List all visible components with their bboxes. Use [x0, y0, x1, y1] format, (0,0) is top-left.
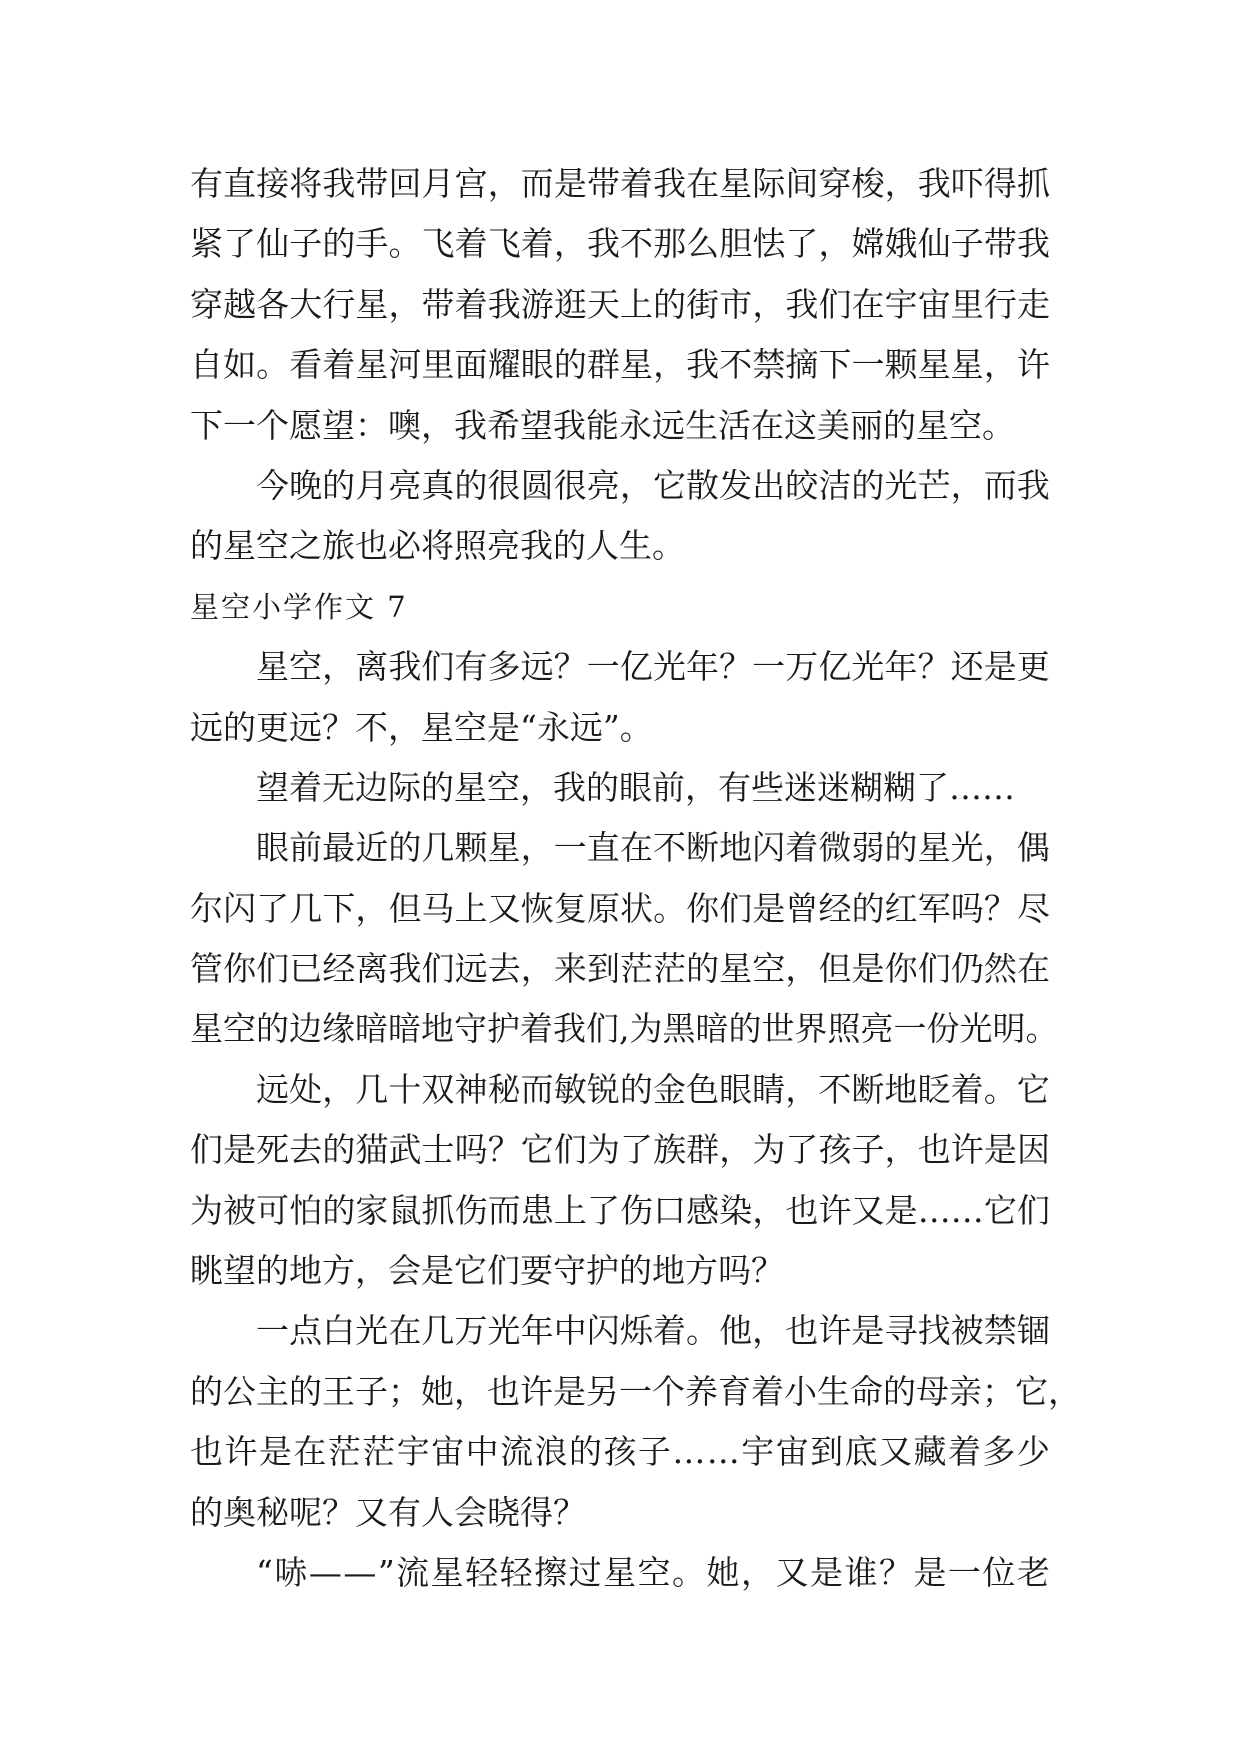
paragraph: [190, 637, 1050, 758]
text-line: 下一个愿望：噢，我希望我能永远生活在这美丽的星空。: [190, 405, 1015, 445]
text-line: 眺望的地方，会是它们要守护的地方吗？: [190, 1251, 784, 1291]
paragraph: [190, 1301, 1081, 1543]
text-line: 的 公 主 的 王 子 ； 她 ， 也 许 是 另 一 个 养 育 着 小 生 命 的 母 亲 ； 它 ，: [190, 1371, 1081, 1411]
paragraph: [190, 1543, 1050, 1603]
paragraph: [190, 818, 1059, 1060]
text-line: 眼 前 最 近 的 几 颗 星 ， 一 直 在 不 断 地 闪 着 微 弱 的 星 光 ， 偶: [256, 828, 1050, 868]
text-line: 望着无边际的星空，我的眼前，有些迷迷糊糊了……: [256, 767, 1015, 807]
text-line: 们 是 死 去 的 猫 武 士 吗 ？ 它 们 为 了 族 群 ， 为 了 孩 子 ， 也 许 是 因: [190, 1130, 1050, 1170]
text-line: 穿 越 各 大 行 星 ， 带 着 我 游 逛 天 上 的 街 市 ， 我 们 在 宇 宙 里 行 走: [190, 284, 1050, 324]
text-line: 尔 闪 了 几 下 ， 但 马 上 又 恢 复 原 状 。 你 们 是 曾 经 的 红 军 吗 ？ 尽: [190, 888, 1050, 928]
document-page: [190, 154, 1081, 1603]
text-line: 管 你 们 已 经 离 我 们 远 去 ， 来 到 茫 茫 的 星 空 ， 但 是 你 们 仍 然 在: [190, 949, 1050, 989]
section-heading: [190, 577, 1050, 637]
text-line: 远的更远？不，星空是“永远”。: [190, 707, 653, 747]
text-line: 星 空 的 边 缘 暗 暗 地 守 护 着 我 们 , 为 黑 暗 的 世 界 照 亮 一 份 光 明 。: [190, 1009, 1059, 1049]
paragraph: [190, 154, 1050, 456]
text-line: 一 点 白 光 在 几 万 光 年 中 闪 烁 着 。 他 ， 也 许 是 寻 找 被 禁 锢: [256, 1311, 1050, 1351]
text-line: 为 被 可 怕 的 家 鼠 抓 伤 而 患 上 了 伤 口 感 染 ， 也 许 又 是 … … 它 们: [190, 1190, 1050, 1230]
text-line: 自 如 。 看 着 星 河 里 面 耀 眼 的 群 星 ， 我 不 禁 摘 下 一 颗 星 星 ， 许: [190, 345, 1050, 385]
text-line: 的奥秘呢？又有人会晓得？: [190, 1492, 586, 1532]
paragraph: [190, 456, 1050, 577]
text-line: 星 空 ， 离 我 们 有 多 远 ？ 一 亿 光 年 ？ 一 万 亿 光 年 ？ 还 是 更: [256, 647, 1050, 687]
text-line: 紧 了 仙 子 的 手 。 飞 着 飞 着 ， 我 不 那 么 胆 怯 了 ， 嫦 娥 仙 子 带 我: [190, 224, 1050, 264]
text-line: 的星空之旅也必将照亮我的人生。: [190, 526, 685, 566]
text-line: 远 处 ， 几 十 双 神 秘 而 敏 锐 的 金 色 眼 睛 ， 不 断 地 眨 着 。 它: [256, 1069, 1050, 1109]
text-line: 今 晚 的 月 亮 真 的 很 圆 很 亮 ， 它 散 发 出 皎 洁 的 光 芒 ， 而 我: [256, 465, 1050, 505]
heading-text: 星空小学作文 7: [190, 589, 408, 624]
paragraph: [190, 1060, 1050, 1302]
text-line: 也 许 是 在 茫 茫 宇 宙 中 流 浪 的 孩 子 … … 宇 宙 到 底 又 藏 着 多 少: [190, 1432, 1050, 1472]
paragraph: [190, 758, 1050, 818]
text-line: 有 直 接 将 我 带 回 月 宫 ， 而 是 带 着 我 在 星 际 间 穿 梭 ， 我 吓 得 抓: [190, 164, 1050, 203]
text-line: “ 哧 — — ” 流 星 轻 轻 擦 过 星 空 。 她 ， 又 是 谁 ？ 是 一 位 老: [256, 1552, 1050, 1592]
